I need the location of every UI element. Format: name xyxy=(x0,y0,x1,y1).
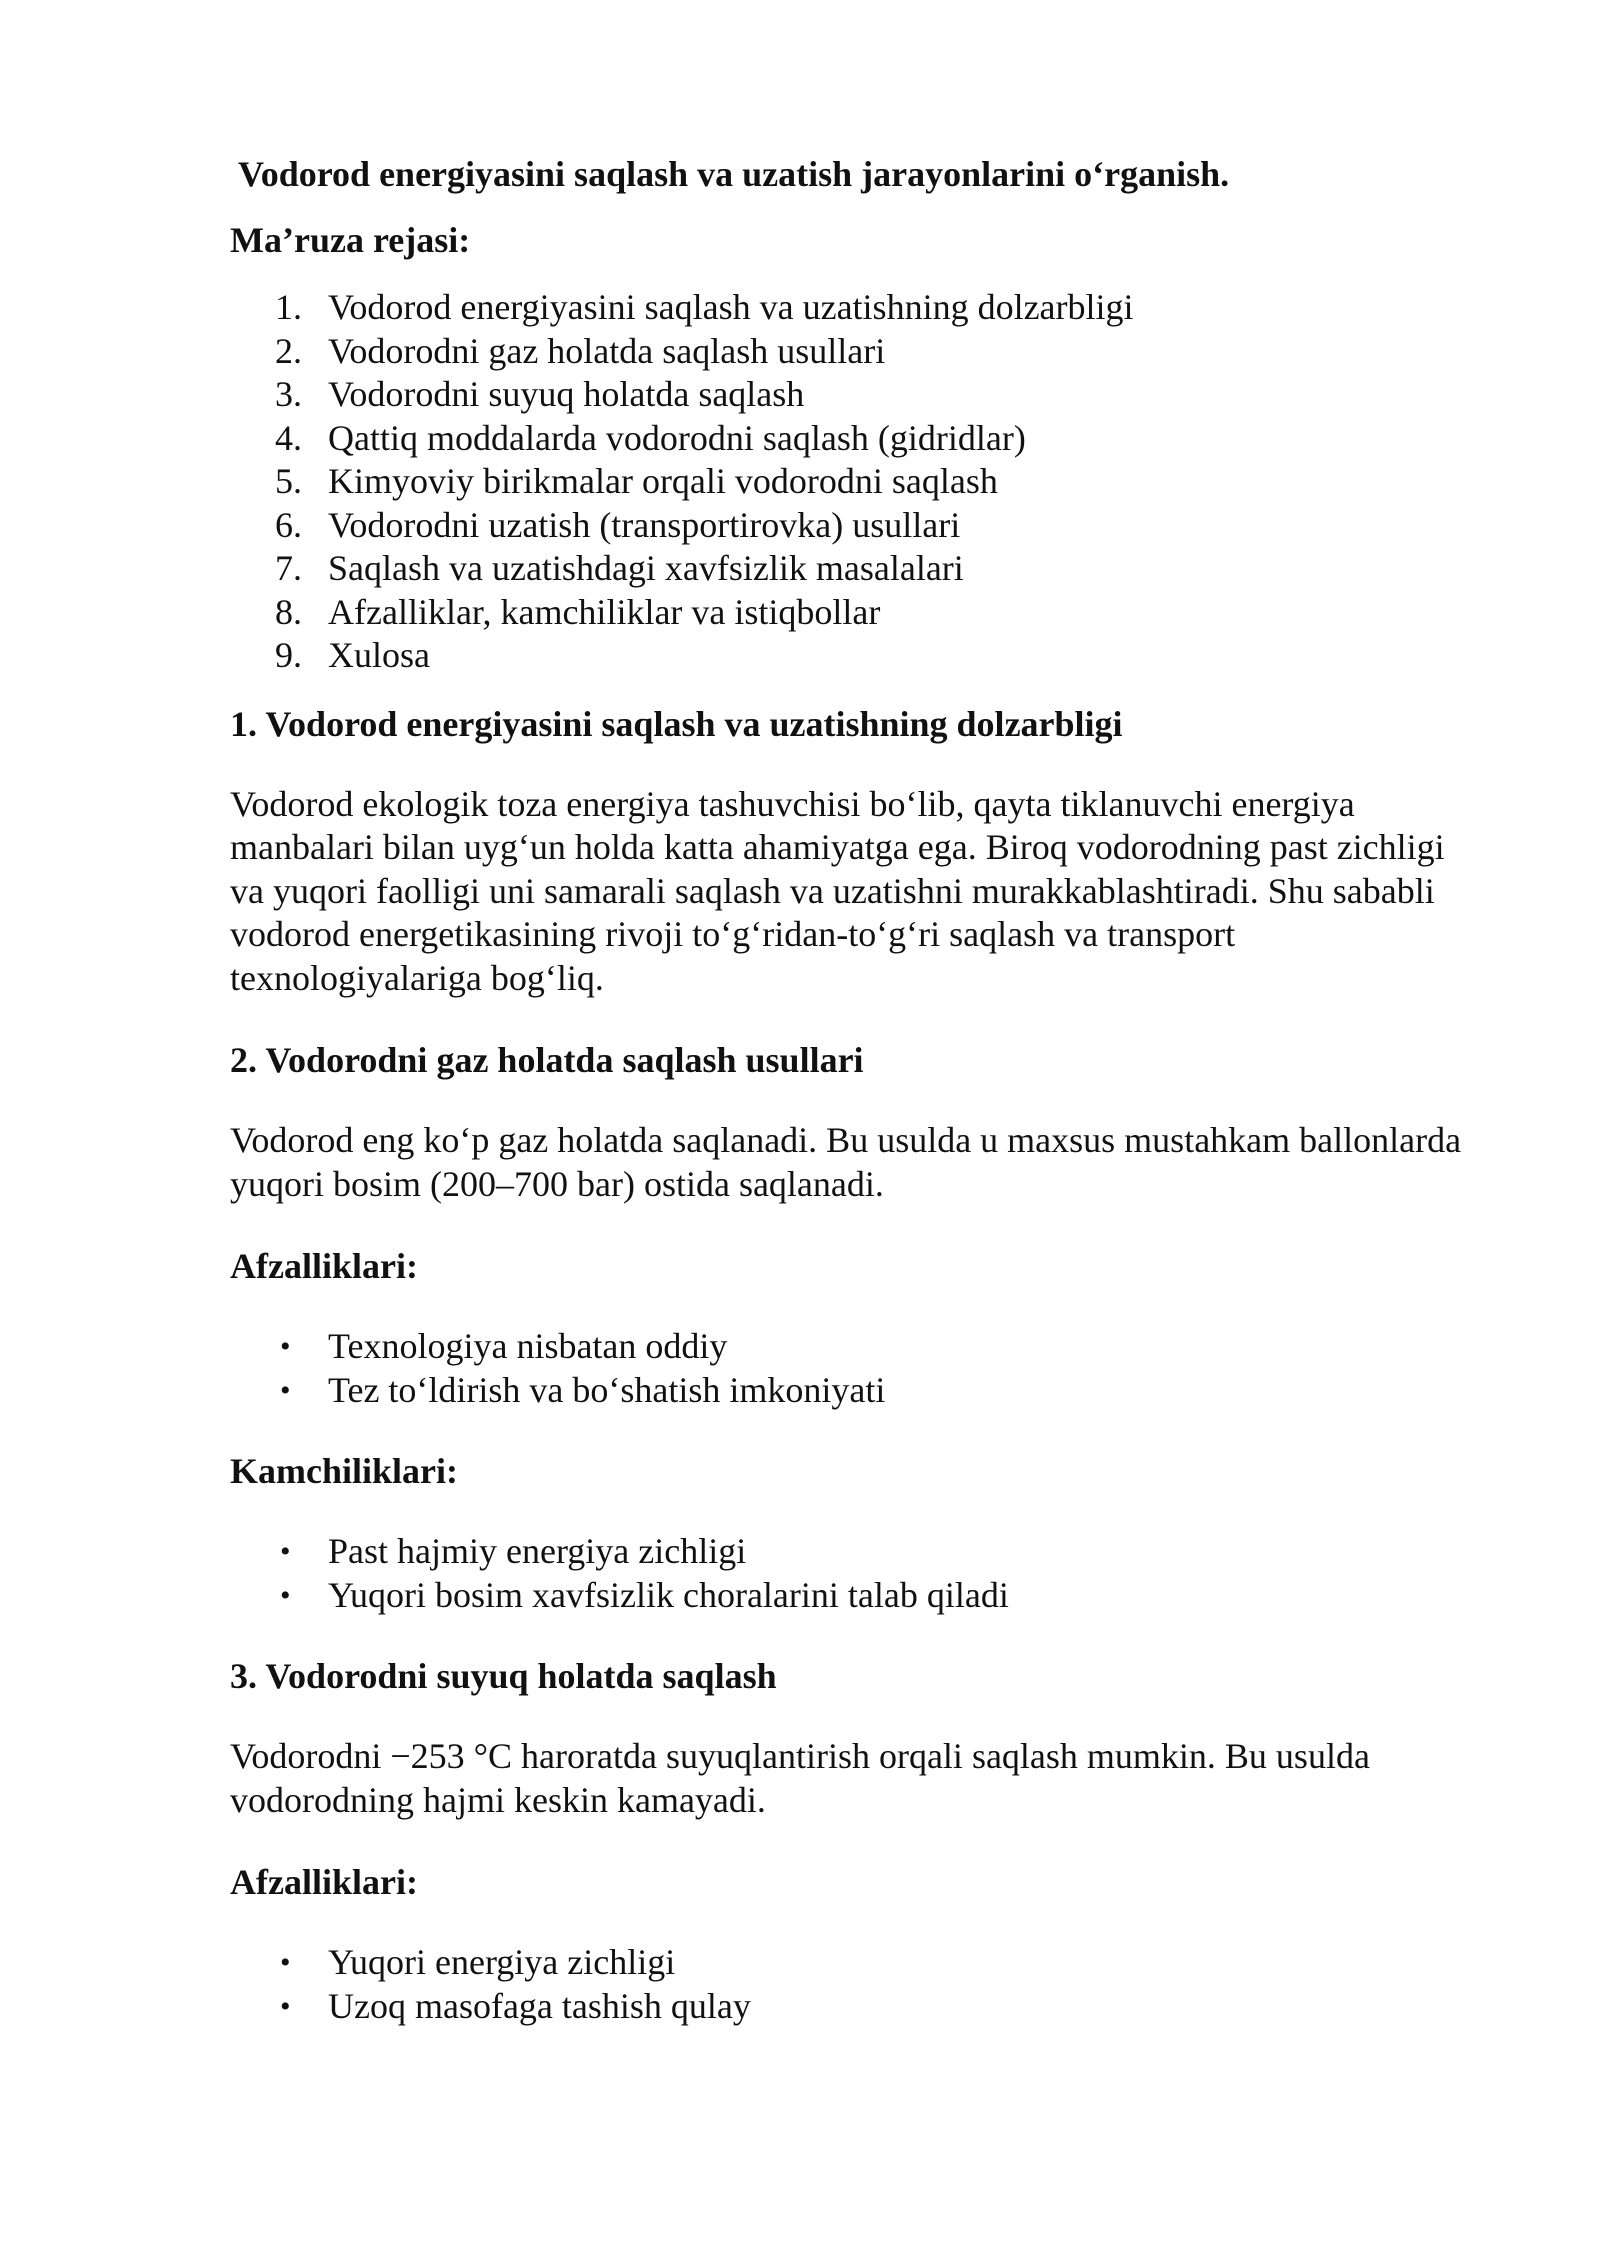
plan-item-text: Qattiq moddalarda vodorodni saqlash (gidridlar) xyxy=(328,417,1026,458)
list-item-text: Texnologiya nisbatan oddiy xyxy=(328,1326,728,1366)
plan-item-text: Kimyoviy birikmalar orqali vodorodni saqlash xyxy=(328,461,998,501)
list-item-text: Yuqori bosim xavfsizlik choralarini talab qiladi xyxy=(328,1574,1009,1615)
plan-item-text: Xulosa xyxy=(328,635,430,675)
plan-item xyxy=(230,591,1480,635)
plan-item-text: Vodorodni suyuq holatda saqlash xyxy=(328,374,805,414)
plan-item-text: Vodorod energiyasini saqlash va uzatishning dolzarbligi xyxy=(328,287,1134,327)
list-item xyxy=(230,1574,1480,1618)
plan-item xyxy=(230,504,1480,548)
bullet-icon: • xyxy=(280,1330,291,1363)
plan-heading: Ma’ruza rejasi: xyxy=(230,220,471,260)
list-item xyxy=(230,1941,1480,1985)
plan-item-number: 5. xyxy=(275,461,302,501)
bullet-icon: • xyxy=(280,1535,291,1568)
list-item xyxy=(230,1530,1480,1574)
bullet-icon: • xyxy=(280,1578,291,1612)
list-item-text: Past hajmiy energiya zichligi xyxy=(328,1531,747,1571)
bullet-icon: • xyxy=(280,1989,291,2023)
plan-item-number: 7. xyxy=(275,548,302,588)
plan-item-number: 8. xyxy=(275,591,302,632)
list-item-text: Tez to‘ldirish va bo‘shatish imkoniyati xyxy=(328,1369,886,1410)
list-item xyxy=(230,1369,1480,1413)
section-paragraph: Vodorod ekologik toza energiya tashuvchisi bo‘lib, qayta tiklanuvchi energiya manbalari bilan uyg‘un holda katta ahamiyatga ega. Biroq vodorodning past zichligi va yuqori faolligi uni samarali saqlash va uzatishni murakkablashtiradi. Shu sababli vodorod energetikasining rivoji to‘g‘ridan-to‘g‘ri saqlash va transport texnologiyalariga bog‘liq. xyxy=(230,783,1445,998)
plan-item-text: Vodorodni gaz holatda saqlash usullari xyxy=(328,330,886,371)
disadvantages-heading: Kamchiliklari: xyxy=(230,1451,458,1491)
advantages-heading: Afzalliklari: xyxy=(230,1862,418,1902)
plan-item-text: Vodorodni uzatish (transportirovka) usullari xyxy=(328,504,961,545)
advantages-list xyxy=(230,1325,1480,1412)
plan-item xyxy=(230,417,1480,461)
plan-item-number: 6. xyxy=(275,504,302,545)
list-item xyxy=(230,1985,1480,2029)
list-item-text: Yuqori energiya zichligi xyxy=(328,1942,676,1982)
plan-item-number: 4. xyxy=(275,417,302,458)
plan-item xyxy=(230,547,1480,591)
plan-item-number: 1. xyxy=(275,287,302,327)
section-paragraph: Vodorodni −253 °C haroratda suyuqlantirish orqali saqlash mumkin. Bu usulda vodorodning hajmi keskin kamayadi. xyxy=(230,1736,1370,1820)
section-heading: 3. Vodorodni suyuq holatda saqlash xyxy=(230,1656,777,1696)
plan-item xyxy=(230,634,1480,678)
plan-item-number: 9. xyxy=(275,635,302,675)
plan-item xyxy=(230,373,1480,417)
plan-item-text: Saqlash va uzatishdagi xavfsizlik masalalari xyxy=(328,548,964,588)
bullet-icon: • xyxy=(280,1373,291,1407)
plan-item-number: 3. xyxy=(275,374,302,414)
section-heading: 2. Vodorodni gaz holatda saqlash usullari xyxy=(230,1040,864,1080)
plan-item xyxy=(230,330,1480,374)
plan-item-text: Afzalliklar, kamchiliklar va istiqbollar xyxy=(328,591,881,632)
plan-item-number: 2. xyxy=(275,330,302,371)
list-item-text: Uzoq masofaga tashish qulay xyxy=(328,1985,751,2026)
plan-item xyxy=(230,286,1480,330)
disadvantages-list xyxy=(230,1530,1480,1617)
bullet-icon: • xyxy=(280,1946,291,1979)
advantages-heading: Afzalliklari: xyxy=(230,1246,418,1286)
document-title: Vodorod energiyasini saqlash va uzatish jarayonlarini o‘rganish. xyxy=(238,154,1230,194)
list-item xyxy=(230,1325,1480,1369)
section-heading: 1. Vodorod energiyasini saqlash va uzatishning dolzarbligi xyxy=(230,703,1123,744)
section-paragraph: Vodorod eng ko‘p gaz holatda saqlanadi. Bu usulda u maxsus mustahkam ballonlarda yuqori bosim (200–700 bar) ostida saqlanadi. xyxy=(230,1120,1462,1204)
plan-list xyxy=(230,286,1480,678)
advantages-list xyxy=(230,1941,1480,2028)
document-page xyxy=(230,152,1480,2065)
plan-item xyxy=(230,460,1480,504)
